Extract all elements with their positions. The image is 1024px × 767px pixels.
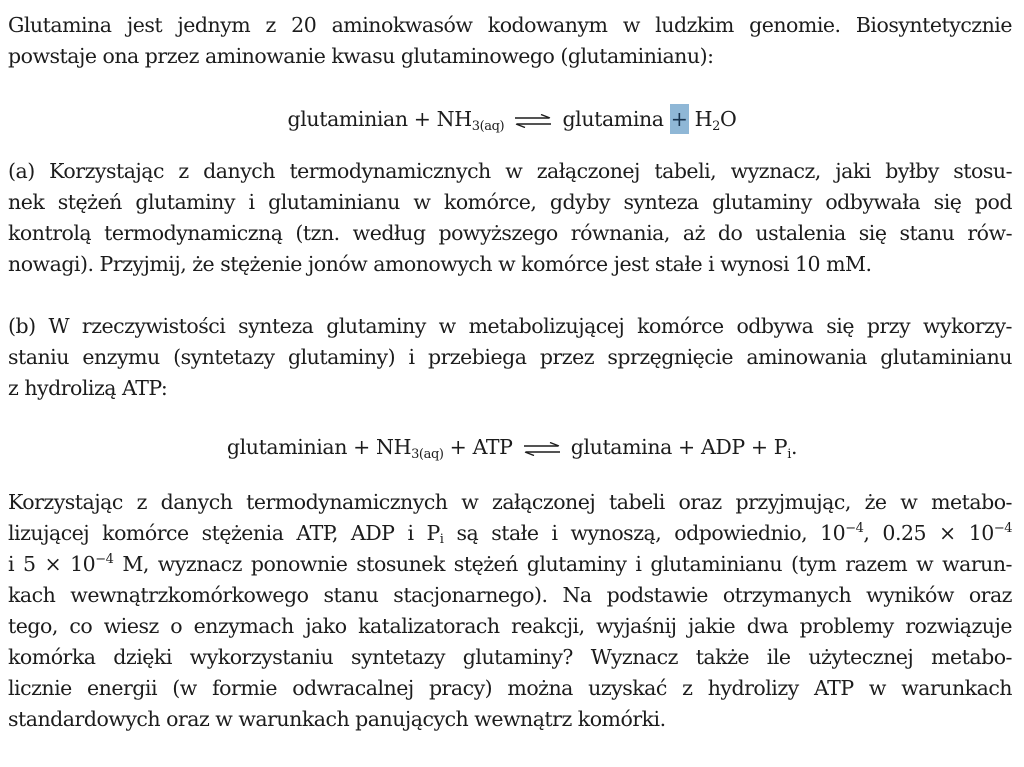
intro-line: Glutamina jest jednym z 20 aminokwasów kodowanym w ludzkim genomie. Biosyntetycznie bbox=[8, 13, 1012, 37]
eq1-left: glutaminian + NH bbox=[287, 107, 472, 131]
part-b2-line: tego, co wiesz o enzymach jako katalizatorach reakcji, wyjaśnij jakie dwa problemy rozwiązuje bbox=[8, 614, 1012, 638]
eq1-water-h: H bbox=[694, 107, 713, 131]
part-b-paragraph bbox=[8, 311, 1012, 404]
equilibrium-arrow-icon bbox=[523, 442, 561, 456]
part-b2-line: licznie energii (w formie odwracalnej pracy) można uzyskać z hydrolizy ATP w warunkach bbox=[8, 676, 1012, 700]
eq2-right: glutamina + ADP + P bbox=[570, 435, 788, 459]
eq1-water-o: O bbox=[720, 107, 737, 131]
part-a-line: nowagi). Przyjmij, że stężenie jonów amonowych w komórce jest stałe i wynosi 10 mM. bbox=[8, 252, 872, 276]
part-b2-line: Korzystając z danych termodynamicznych w załączonej tabeli oraz przyjmując, że w metabo- bbox=[8, 490, 1012, 514]
part-b2-exponent: −4 bbox=[845, 521, 864, 536]
eq2-right-subscript: i bbox=[787, 447, 791, 462]
part-b-line: staniu enzymu (syntetazy glutaminy) i przebiega przez sprzęgnięcie aminowania glutaminianu bbox=[8, 345, 1012, 369]
eq2-subscript: 3(aq) bbox=[411, 447, 444, 462]
part-b2-line bbox=[8, 518, 1012, 549]
eq2-left: glutaminian + NH bbox=[226, 435, 412, 459]
eq1-right-product: glutamina bbox=[562, 107, 664, 131]
part-b2-line: komórka dzięki wykorzystaniu syntetazy glutaminy? Wyznacz także ile użytecznej metabo- bbox=[8, 645, 1012, 669]
part-a-line: (a) Korzystając z danych termodynamicznych w załączonej tabeli, wyznacz, jaki byłby stosu- bbox=[8, 159, 1012, 183]
part-b2-text: , 0.25 × 10 bbox=[863, 521, 994, 545]
equilibrium-arrow-icon bbox=[514, 114, 552, 128]
eq1-water-sub: 2 bbox=[712, 119, 721, 134]
intro-line: powstaje ona przez aminowanie kwasu glutaminowego (glutaminianu): bbox=[8, 44, 714, 68]
eq2-end: . bbox=[790, 435, 798, 459]
part-b2-line: standardowych oraz w warunkach panujących wewnątrz komórki. bbox=[8, 707, 666, 731]
part-b2-exponent: −4 bbox=[95, 552, 114, 567]
part-b2-line: kach wewnątrzkomórkowego stanu stacjonarnego). Na podstawie otrzymanych wyników oraz bbox=[8, 583, 1012, 607]
equation-coupled-atp bbox=[0, 432, 1024, 462]
part-b2-text: M, wyznacz ponownie stosunek stężeń glutaminy i glutaminianu (tym razem w warun- bbox=[113, 552, 1012, 576]
intro-paragraph bbox=[8, 10, 1012, 72]
part-b2-text: są stałe i wynoszą, odpowiednio, 10 bbox=[443, 521, 846, 545]
eq1-plus-highlighted: + bbox=[670, 104, 689, 134]
part-a-line: nek stężeń glutaminy i glutaminianu w komórce, gdyby synteza glutaminy odbywała się pod bbox=[8, 190, 1012, 214]
part-b2-text: i 5 × 10 bbox=[8, 552, 96, 576]
part-b2-paragraph bbox=[8, 487, 1012, 735]
eq2-left-atp: + ATP bbox=[443, 435, 513, 459]
part-a-paragraph bbox=[8, 156, 1012, 280]
part-b-line: (b) W rzeczywistości synteza glutaminy w metabolizującej komórce odbywa się przy wykorzy- bbox=[8, 314, 1012, 338]
part-b2-text: lizującej komórce stężenia ATP, ADP i P bbox=[8, 521, 440, 545]
part-b2-subscript: i bbox=[439, 532, 444, 547]
part-b2-exponent: −4 bbox=[993, 521, 1012, 536]
part-b2-line bbox=[8, 549, 1012, 580]
part-a-line: kontrolą termodynamiczną (tzn. według powyższego równania, aż do ustalenia się stanu rów- bbox=[8, 221, 1012, 245]
eq1-subscript: 3(aq) bbox=[471, 119, 505, 134]
part-b-line: z hydrolizą ATP: bbox=[8, 376, 168, 400]
equation-glutamine-synthesis bbox=[0, 104, 1024, 134]
